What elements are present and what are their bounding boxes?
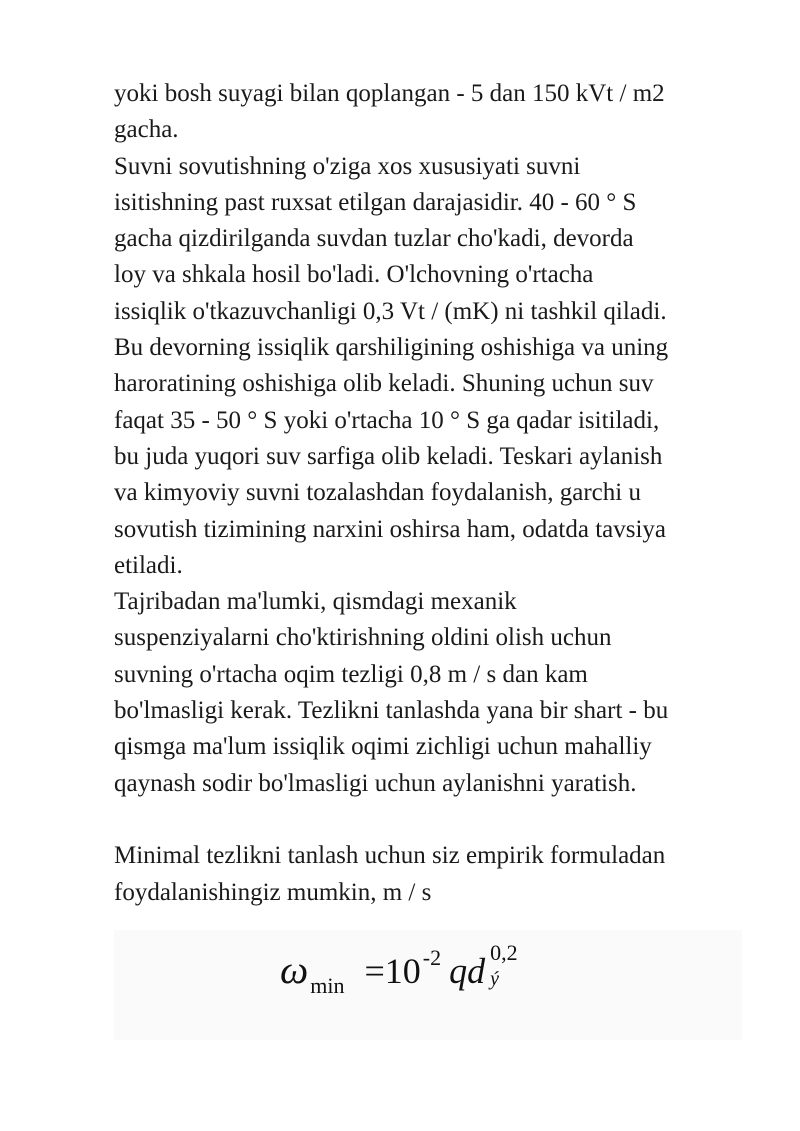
text-line: Suvni sovutishning o'ziga xos xususiyati suvni [114, 152, 581, 180]
text-line: suspenziyalarni cho'ktirishning oldini olish uchun [114, 624, 612, 652]
text-line: bu juda yuqori suv sarfiga olib keladi. Teskari aylanish [114, 442, 663, 470]
text-line: Minimal tezlikni tanlash uchun siz empirik formuladan [114, 842, 666, 870]
text-line: yoki bosh suyagi bilan qoplangan - 5 dan 150 kVt / m2 [114, 80, 665, 107]
text-line: issiqlik o'tkazuvchanligi 0,3 Vt / (mK) ni tashkil qiladi. [114, 297, 667, 325]
exponent: -2 [422, 945, 442, 970]
superscript-power: 0,2 [490, 940, 518, 965]
text-line: faqat 35 - 50 ° S yoki o'rtacha 10 ° S ga qadar isitiladi, [114, 406, 660, 434]
text-line: loy va shkala hosil bo'ladi. O'lchovning o'rtacha [114, 261, 594, 289]
text-line: suvning o'rtacha oqim tezligi 0,8 m / s dan kam [114, 660, 588, 688]
body-text [114, 76, 746, 911]
text-line: va kimyoviy suvni tozalashdan foydalanish, garchi u [114, 479, 641, 507]
text-line: Tajribadan ma'lumki, qismdagi mexanik [114, 588, 517, 616]
equals-sign: = [364, 951, 385, 991]
text-line: haroratining oshishiga olib keladi. Shuning uchun suv [114, 370, 654, 398]
omega-symbol: ω [280, 947, 309, 992]
text-line: gacha qizdirilganda suvdan tuzlar cho'kadi, devorda [114, 225, 634, 253]
text-line: gacha. [114, 116, 179, 144]
formula-variables: qd [449, 951, 486, 991]
formula-box [114, 930, 742, 1040]
text-line: foydalanishingiz mumkin, m / s [114, 878, 432, 906]
text-line: isitishning past ruxsat etilgan darajasidir. 40 - 60 ° S [114, 188, 637, 216]
text-line: bo'lmasligi kerak. Tezlikni tanlashda yana bir shart - bu [114, 697, 669, 725]
text-line: etiladi. [114, 551, 183, 579]
paragraph-gap [114, 802, 746, 838]
formula-omega-min [280, 940, 528, 998]
subscript-y: ý [490, 968, 500, 990]
subscript-min: min [310, 973, 345, 998]
text-line: qaynash sodir bo'lmasligi uchun aylanishni yaratish. [114, 769, 637, 797]
text-line: sovutish tizimining narxini oshirsa ham, odatda tavsiya [114, 515, 667, 543]
script-stack [488, 940, 528, 990]
base-ten: 10 [384, 951, 421, 991]
text-line: qismga ma'lum issiqlik oqimi zichligi uchun mahalliy [114, 733, 652, 761]
text-line: Bu devorning issiqlik qarshiligining oshishiga va uning [114, 334, 669, 362]
